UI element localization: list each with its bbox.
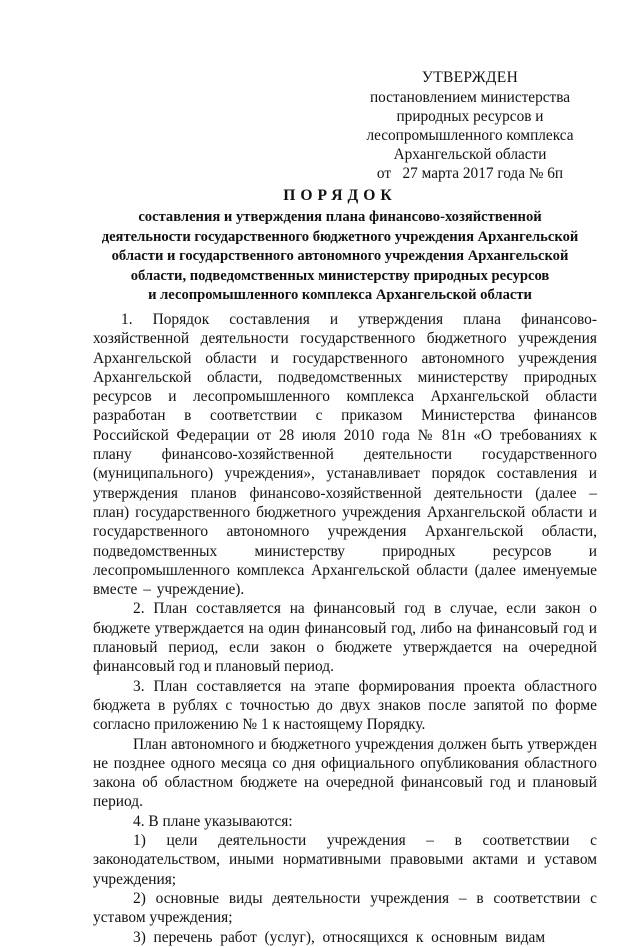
approval-stamp bbox=[360, 68, 580, 183]
list-item-1: 1) цели деятельности учреждения – в соответствии с законодательством, иными нормативными правовыми актами и уставом учреждения; bbox=[93, 832, 597, 888]
paragraph-1: 1. Порядок составления и утверждения плана финансово-хозяйственной деятельности государственного бюджетного учреждения Архангельской области и государственного автономного учреждения Архангельской области, подведомственных министерству природных ресурсов и лесопромышленного комплекса Архангельской области разработан в соответствии с приказом Министерства финансов Российской Федерации от 28 июля 2010 года № 81н «О требованиях к плану финансово-хозяйственной деятельности государственного (муниципального) учреждения», устанавливает порядок составления и утверждения планов финансово-хозяйственной деятельности (далее – план) государственного бюджетного учреждения Архангельской области и государственного автономного учреждения Архангельской области, подведомственных министерству природных ресурсов и лесопромышленного комплекса Архангельской области (далее именуемые вместе – учреждение). bbox=[93, 311, 597, 599]
approval-line: природных ресурсов и bbox=[396, 108, 544, 125]
paragraph-3: 3. План составляется на этапе формирования проекта областного бюджета в рублях с точностью до двух знаков после запятой по форме согласно приложению № 1 к настоящему Порядку. bbox=[93, 677, 597, 734]
document-body bbox=[93, 310, 597, 947]
subtitle-line: области и государственного автономного учреждения Архангельской bbox=[111, 248, 569, 264]
approval-line: постановлением министерства bbox=[369, 89, 571, 106]
approval-date-line: от 27 марта 2017 года № 6п bbox=[376, 165, 564, 182]
paragraph-4: 4. В плане указываются: bbox=[133, 812, 293, 830]
list-item-3: 3) перечень работ (услуг), относящихся к основным видам bbox=[133, 928, 546, 946]
approval-heading: УТВЕРЖДЕН bbox=[421, 69, 519, 86]
subtitle-line: составления и утверждения плана финансово-хозяйственной bbox=[138, 209, 542, 225]
list-item-2: 2) основные виды деятельности учреждения – в соответствии с уставом учреждения; bbox=[93, 889, 597, 927]
subtitle-line: деятельности государственного бюджетного учреждения Архангельской bbox=[101, 228, 579, 245]
approval-line: лесопромышленного комплекса bbox=[366, 127, 574, 144]
paragraph-2: 2. План составляется на финансовый год в случае, если закон о бюджете утверждается на один финансовый год, либо на финансовый год и плановый период, если закон о бюджете утверждается на очередной финансовый год и плановый период. bbox=[93, 600, 597, 676]
document-subtitle bbox=[60, 208, 620, 306]
subtitle-line: области, подведомственных министерству природных ресурсов bbox=[130, 267, 550, 284]
paragraph-3-continued: План автономного и бюджетного учреждения должен быть утвержден не позднее одного месяца со дня официального опубликования областного закона об областном бюджете на очередной финансовый год и плановый период. bbox=[93, 735, 597, 811]
subtitle-line: и лесопромышленного комплекса Архангельской области bbox=[148, 287, 532, 303]
approval-line: Архангельской области bbox=[393, 146, 547, 163]
document-title: ПОРЯДОК bbox=[283, 187, 397, 204]
